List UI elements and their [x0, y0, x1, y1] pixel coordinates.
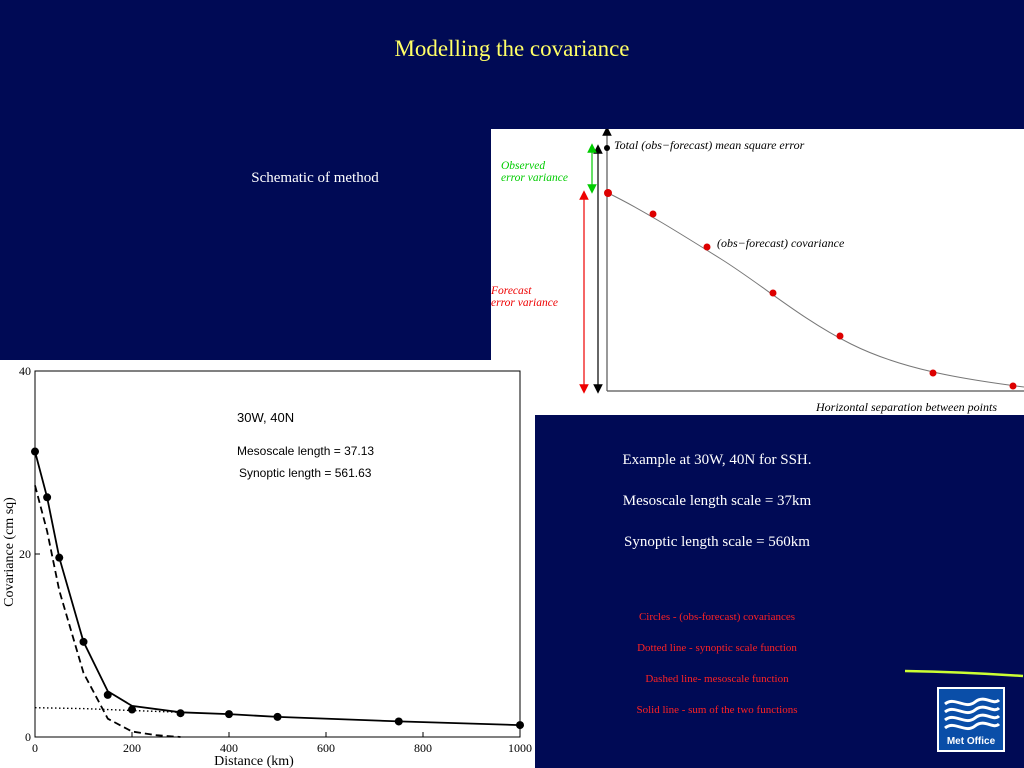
- x-tick-label: 0: [32, 741, 38, 755]
- covariance-point: [55, 554, 63, 562]
- plot-frame: [35, 371, 520, 737]
- legend-solid: Solid line - sum of the two functions: [636, 704, 798, 716]
- covariance-curve: [608, 193, 1024, 387]
- annotation-synoptic: Synoptic length = 561.63: [239, 466, 372, 480]
- legend-dashed: Dashed line- mesoscale function: [645, 673, 789, 685]
- x-axis-label: Distance (km): [214, 754, 294, 768]
- covariance-point: [604, 189, 612, 197]
- forecast-label-1: Forecast: [491, 285, 532, 297]
- dashed-series-line: [35, 485, 181, 737]
- covariance-point: [43, 493, 51, 501]
- schematic-xaxis-label: Horizontal separation between points: [816, 400, 997, 414]
- legend-dotted: Dotted line - synoptic scale function: [637, 642, 797, 654]
- covariance-point: [128, 706, 136, 714]
- covariance-plot: [0, 360, 535, 768]
- covariance-point: [80, 638, 88, 646]
- y-tick-label: 20: [19, 547, 31, 561]
- slide-title: Modelling the covariance: [394, 36, 630, 61]
- accent-line: [904, 668, 1024, 680]
- info-mesoscale: Mesoscale length scale = 37km: [622, 493, 812, 509]
- y-tick-label: 0: [25, 730, 31, 744]
- schematic-svg: [491, 129, 1024, 415]
- covariance-point: [1010, 383, 1017, 390]
- y-tick-label: 40: [19, 364, 31, 378]
- legend-circles: Circles - (obs-forecast) covariances: [638, 611, 796, 623]
- covariance-point: [31, 448, 39, 456]
- logo-text: Met Office: [946, 736, 996, 747]
- total-error-label: Total (obs−forecast) mean square error: [614, 138, 805, 152]
- info-synoptic: Synoptic length scale = 560km: [624, 534, 810, 550]
- covariance-point: [395, 717, 403, 725]
- x-tick-label: 1000: [508, 741, 532, 755]
- covariance-point: [930, 370, 937, 377]
- schematic-diagram: [491, 129, 1024, 415]
- covariance-label: (obs−forecast) covariance: [717, 236, 845, 250]
- info-example: Example at 30W, 40N for SSH.: [622, 452, 812, 468]
- met-office-logo: [937, 687, 1005, 752]
- covariance-point: [704, 244, 711, 251]
- covariance-point: [177, 709, 185, 717]
- annotation-location: 30W, 40N: [237, 410, 295, 425]
- observed-label-2: error variance: [501, 172, 568, 184]
- covariance-point: [516, 721, 524, 729]
- covariance-point: [650, 211, 657, 218]
- y-axis-label: Covariance (cm sq): [2, 497, 17, 607]
- covariance-point: [274, 713, 282, 721]
- covariance-point: [225, 710, 233, 718]
- solid-series-line: [35, 452, 520, 726]
- x-tick-label: 600: [317, 741, 335, 755]
- forecast-label-2: error variance: [491, 297, 558, 309]
- covariance-point: [104, 691, 112, 699]
- covariance-point: [770, 290, 777, 297]
- observed-label-1: Observed: [501, 160, 546, 172]
- total-error-point: [604, 145, 610, 151]
- annotation-mesoscale: Mesoscale length = 37.13: [237, 444, 375, 458]
- schematic-caption: Schematic of method: [251, 170, 379, 186]
- x-tick-label: 200: [123, 741, 141, 755]
- covariance-point: [837, 333, 844, 340]
- x-tick-label: 400: [220, 741, 238, 755]
- x-tick-label: 800: [414, 741, 432, 755]
- wave-icon: [939, 692, 1003, 732]
- covariance-chart-svg: [0, 360, 535, 768]
